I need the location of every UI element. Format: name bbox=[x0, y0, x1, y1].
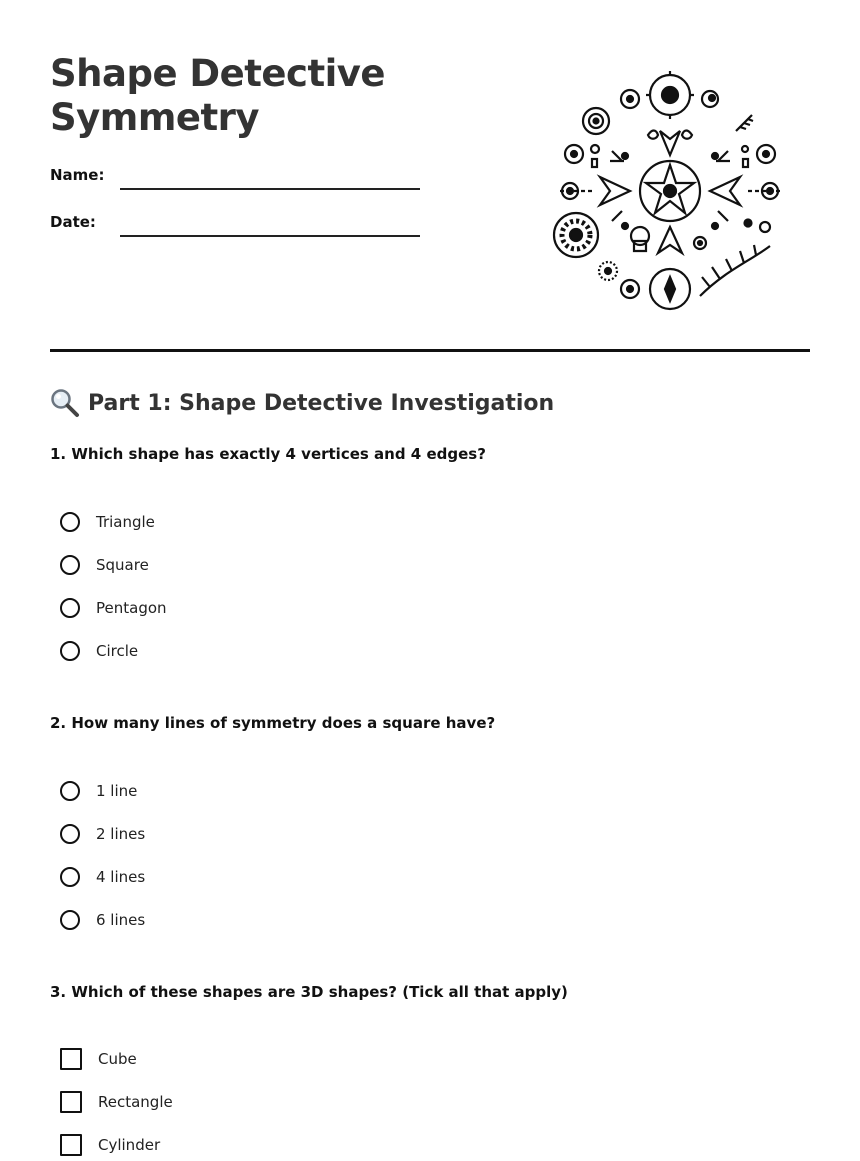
question-3: 3. Which of these shapes are 3D shapes? (Tick all that apply) bbox=[50, 983, 568, 1001]
folk-art-mandala-icon bbox=[545, 66, 795, 316]
q3-option-cylinder[interactable] bbox=[60, 1132, 160, 1158]
radio-button[interactable] bbox=[60, 641, 80, 661]
radio-button[interactable] bbox=[60, 598, 80, 618]
title-line-1: Shape Detective bbox=[50, 52, 386, 95]
part-1-title: Part 1: Shape Detective Investigation bbox=[88, 390, 555, 416]
option-label: Triangle bbox=[96, 513, 155, 531]
radio-button[interactable] bbox=[60, 512, 80, 532]
date-line[interactable] bbox=[120, 235, 420, 237]
option-label: Cube bbox=[98, 1050, 137, 1068]
magnifying-glass-icon bbox=[50, 388, 80, 418]
q1-option-pentagon[interactable] bbox=[60, 595, 167, 621]
q2-option-1-line[interactable] bbox=[60, 778, 137, 804]
option-label: 4 lines bbox=[96, 868, 146, 886]
option-label: Circle bbox=[96, 642, 139, 660]
option-label: 1 line bbox=[96, 782, 138, 800]
checkbox[interactable] bbox=[60, 1134, 82, 1156]
option-label: Rectangle bbox=[98, 1093, 173, 1111]
q1-option-square[interactable] bbox=[60, 552, 149, 578]
q3-option-cube[interactable] bbox=[60, 1046, 137, 1072]
option-label: Pentagon bbox=[96, 599, 167, 617]
worksheet-title bbox=[50, 52, 470, 140]
option-label: 2 lines bbox=[96, 825, 146, 843]
q2-option-4-lines[interactable] bbox=[60, 864, 145, 890]
q2-option-2-lines[interactable] bbox=[60, 821, 145, 847]
checkbox[interactable] bbox=[60, 1091, 82, 1113]
radio-button[interactable] bbox=[60, 555, 80, 575]
date-field[interactable] bbox=[50, 213, 430, 237]
question-2: 2. How many lines of symmetry does a square have? bbox=[50, 714, 496, 732]
radio-button[interactable] bbox=[60, 824, 80, 844]
radio-button[interactable] bbox=[60, 910, 80, 930]
part-1-heading bbox=[50, 388, 554, 418]
option-label: 6 lines bbox=[96, 911, 146, 929]
q3-option-rectangle[interactable] bbox=[60, 1089, 173, 1115]
title-line-2: Symmetry bbox=[50, 96, 260, 139]
radio-button[interactable] bbox=[60, 867, 80, 887]
q2-option-6-lines[interactable] bbox=[60, 907, 145, 933]
date-label: Date: bbox=[50, 213, 96, 231]
name-label: Name: bbox=[50, 166, 105, 184]
radio-button[interactable] bbox=[60, 781, 80, 801]
name-line[interactable] bbox=[120, 188, 420, 190]
option-label: Cylinder bbox=[98, 1136, 161, 1154]
option-label: Square bbox=[96, 556, 149, 574]
header-divider bbox=[50, 349, 810, 352]
question-1: 1. Which shape has exactly 4 vertices and 4 edges? bbox=[50, 445, 486, 463]
q1-option-circle[interactable] bbox=[60, 638, 138, 664]
q1-option-triangle[interactable] bbox=[60, 509, 155, 535]
checkbox[interactable] bbox=[60, 1048, 82, 1070]
name-field[interactable] bbox=[50, 166, 430, 190]
